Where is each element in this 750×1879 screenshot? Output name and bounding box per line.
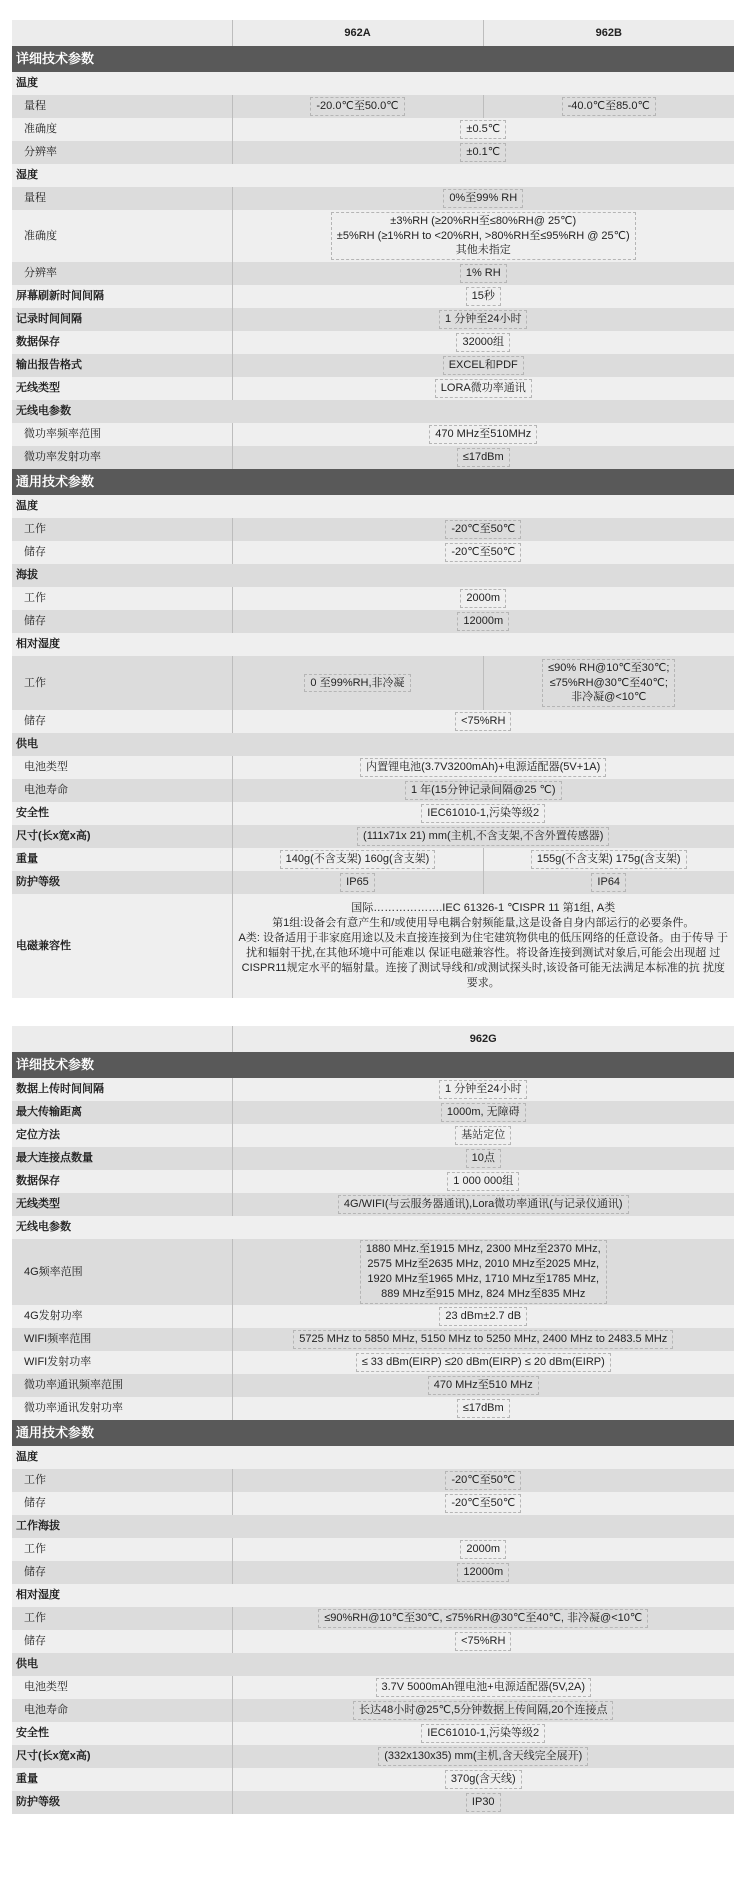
row-value [232, 1469, 734, 1492]
table-row [12, 423, 734, 446]
table-row [12, 1630, 734, 1653]
value-text: 12000m [457, 612, 509, 631]
row-label: 准确度 [12, 118, 232, 141]
table-row [12, 848, 734, 871]
value-text: 15秒 [466, 287, 501, 306]
row-label: 储存 [12, 1561, 232, 1584]
value-962a [232, 656, 483, 710]
row-label: 储存 [12, 710, 232, 733]
row-label: WIFI频率范围 [12, 1328, 232, 1351]
group-header-row [12, 164, 734, 187]
value-962b [483, 95, 734, 118]
table-row [12, 1768, 734, 1791]
row-value [232, 1607, 734, 1630]
value-text: 0%至99% RH [443, 189, 523, 208]
value-text: -20.0℃至50.0℃ [310, 97, 404, 116]
value-962a [232, 95, 483, 118]
row-value [232, 1101, 734, 1124]
value-962b [483, 848, 734, 871]
value-962b [483, 871, 734, 894]
group-header-row [12, 564, 734, 587]
row-label: 屏幕刷新时间间隔 [12, 285, 232, 308]
model-header-962b: 962B [483, 20, 734, 46]
table-row [12, 587, 734, 610]
section-header [12, 469, 734, 495]
row-value [232, 1193, 734, 1216]
row-label: 微功率频率范围 [12, 423, 232, 446]
table-header-row [12, 1026, 734, 1052]
value-text: 155g(不含支架) 175g(含支架) [531, 850, 687, 869]
table-row [12, 1745, 734, 1768]
value-text: <75%RH [455, 712, 511, 731]
value-text: IP30 [466, 1793, 501, 1812]
row-label: 数据上传时间间隔 [12, 1078, 232, 1101]
group-header-row [12, 1515, 734, 1538]
row-value [232, 1538, 734, 1561]
row-value [232, 210, 734, 262]
header-blank-cell [12, 20, 232, 46]
row-label: 工作 [12, 656, 232, 710]
spec-table-962a-962b [12, 20, 734, 998]
group-header-row [12, 1446, 734, 1469]
row-label: 安全性 [12, 1722, 232, 1745]
row-label: 重量 [12, 1768, 232, 1791]
table-row [12, 1101, 734, 1124]
table-row [12, 210, 734, 262]
table-row [12, 825, 734, 848]
value-text: -40.0℃至85.0℃ [562, 97, 656, 116]
row-value [232, 1676, 734, 1699]
row-value [232, 285, 734, 308]
row-label: 4G发射功率 [12, 1305, 232, 1328]
table-row [12, 710, 734, 733]
table-row [12, 1492, 734, 1515]
value-text: IEC61010-1,污染等级2 [421, 804, 545, 823]
row-label: 微功率发射功率 [12, 446, 232, 469]
table-row [12, 1193, 734, 1216]
row-value [232, 446, 734, 469]
table-row [12, 141, 734, 164]
group-header-row [12, 1653, 734, 1676]
table-row [12, 610, 734, 633]
group-label: 相对湿度 [12, 1584, 734, 1607]
row-value [232, 1124, 734, 1147]
row-label: 定位方法 [12, 1124, 232, 1147]
row-value [232, 331, 734, 354]
row-label: 微功率通讯发射功率 [12, 1397, 232, 1420]
value-text: 2000m [460, 589, 506, 608]
row-value [232, 1791, 734, 1814]
row-value [232, 1078, 734, 1101]
table-row [12, 285, 734, 308]
table-row [12, 1170, 734, 1193]
row-value [232, 802, 734, 825]
value-962b [483, 656, 734, 710]
row-label: 电池类型 [12, 1676, 232, 1699]
value-text: 32000组 [456, 333, 510, 352]
row-value [232, 1699, 734, 1722]
table-header-row [12, 20, 734, 46]
value-text: -20℃至50℃ [445, 520, 521, 539]
value-text: 内置锂电池(3.7V3200mAh)+电源适配器(5V+1A) [360, 758, 606, 777]
value-text: 470 MHz至510 MHz [428, 1376, 539, 1395]
row-label: WIFI发射功率 [12, 1351, 232, 1374]
value-text: 5725 MHz to 5850 MHz, 5150 MHz to 5250 MHz, 2400 MHz to 2483.5 MHz [293, 1330, 673, 1349]
value-text: 3.7V 5000mAh锂电池+电源适配器(5V,2A) [376, 1678, 591, 1697]
value-text: ≤17dBm [457, 1399, 510, 1418]
value-962a [232, 848, 483, 871]
value-text: 1 分钟至24小时 [439, 310, 527, 329]
value-text: IP64 [591, 873, 626, 892]
row-value [232, 141, 734, 164]
group-label: 温度 [12, 1446, 734, 1469]
row-label: 防护等级 [12, 1791, 232, 1814]
row-label: 数据保存 [12, 1170, 232, 1193]
table-row [12, 871, 734, 894]
row-value [232, 1374, 734, 1397]
row-label: 安全性 [12, 802, 232, 825]
value-text: <75%RH [455, 1632, 511, 1651]
row-value [232, 187, 734, 210]
row-label: 工作 [12, 587, 232, 610]
table-row [12, 331, 734, 354]
value-text: EXCEL和PDF [443, 356, 524, 375]
value-text: ±0.5℃ [460, 120, 506, 139]
section-header [12, 1052, 734, 1078]
value-text: 370g(含天线) [445, 1770, 522, 1789]
value-text: ≤90% RH@10℃至30℃; ≤75%RH@30℃至40℃; 非冷凝@<10℃ [542, 659, 675, 708]
value-text: 1000m, 无障碍 [441, 1103, 526, 1122]
group-header-row [12, 1584, 734, 1607]
row-value [232, 1397, 734, 1420]
table-row [12, 1124, 734, 1147]
value-text: 12000m [457, 1563, 509, 1582]
row-label: 4G频率范围 [12, 1239, 232, 1305]
row-value [232, 1239, 734, 1305]
row-label: 尺寸(长x宽x高) [12, 1745, 232, 1768]
row-label: 最大连接点数量 [12, 1147, 232, 1170]
group-header-row [12, 495, 734, 518]
value-text: ±0.1℃ [460, 143, 506, 162]
value-text: 1 年(15分钟记录间隔@25 ℃) [405, 781, 562, 800]
row-value [232, 779, 734, 802]
row-label: 最大传输距离 [12, 1101, 232, 1124]
row-value [232, 610, 734, 633]
table-row [12, 187, 734, 210]
table-row [12, 1078, 734, 1101]
value-text: IP65 [340, 873, 375, 892]
row-value [232, 1722, 734, 1745]
table-row [12, 95, 734, 118]
table-row [12, 656, 734, 710]
table-row [12, 1397, 734, 1420]
row-label: 分辨率 [12, 141, 232, 164]
table-row [12, 1607, 734, 1630]
row-value: 国际……………….IEC 61326-1 ℃ISPR 11 第1组, A类 第1组:设备会有意产生和/或使用导电耦合射频能量,这是设备自身内部运行的必要条件。 A类: 设备适用于非家庭用途以及未直接连接到为住宅建筑物供电的低压网络的任意设备。由于传导 于扰和辐射干扰,在其他环境中可能难以 保证电磁兼容性。将设备连接到测试对象后,可能会出现超 过CISPR11规定水平的辐射量。连接了测试导线和/或测试探头时,该设备可能无法满足本标准的抗 扰度要求。 [232, 894, 734, 998]
row-label: 电池寿命 [12, 1699, 232, 1722]
value-text: 23 dBm±2.7 dB [439, 1307, 527, 1326]
row-label: 储存 [12, 1630, 232, 1653]
row-value [232, 1170, 734, 1193]
row-label: 准确度 [12, 210, 232, 262]
value-text: ±3%RH (≥20%RH至≤80%RH@ 25℃) ±5%RH (≥1%RH to <20%RH, >80%RH至≤95%RH @ 25℃) 其他未指定 [331, 212, 636, 261]
row-value [232, 354, 734, 377]
table-row [12, 1538, 734, 1561]
model-header-962a: 962A [232, 20, 483, 46]
table-row [12, 1469, 734, 1492]
group-header-row [12, 733, 734, 756]
value-text: 长达48小时@25℃,5分钟数据上传间隔,20个连接点 [353, 1701, 613, 1720]
table-row [12, 262, 734, 285]
row-label: 无线类型 [12, 1193, 232, 1216]
value-text: 1 000 000组 [447, 1172, 519, 1191]
group-label: 湿度 [12, 164, 734, 187]
row-value [232, 587, 734, 610]
value-text: ≤17dBm [457, 448, 510, 467]
value-text: ≤90%RH@10℃至30℃, ≤75%RH@30℃至40℃, 非冷凝@<10℃ [318, 1609, 648, 1628]
value-text: 1 分钟至24小时 [439, 1080, 527, 1099]
table-row [12, 802, 734, 825]
group-label: 海拔 [12, 564, 734, 587]
row-label: 工作 [12, 1469, 232, 1492]
group-label: 无线电参数 [12, 400, 734, 423]
group-label: 温度 [12, 72, 734, 95]
header-blank-cell [12, 1026, 232, 1052]
table-row [12, 1239, 734, 1305]
row-label: 电磁兼容性 [12, 894, 232, 998]
row-label: 工作 [12, 518, 232, 541]
row-label: 电池寿命 [12, 779, 232, 802]
group-label: 无线电参数 [12, 1216, 734, 1239]
row-label: 防护等级 [12, 871, 232, 894]
row-value [232, 377, 734, 400]
row-label: 微功率通讯频率范围 [12, 1374, 232, 1397]
row-label: 量程 [12, 187, 232, 210]
group-label: 相对湿度 [12, 633, 734, 656]
table-row [12, 779, 734, 802]
row-label: 无线类型 [12, 377, 232, 400]
value-text: -20℃至50℃ [445, 1494, 521, 1513]
row-label: 重量 [12, 848, 232, 871]
table-row [12, 118, 734, 141]
spec-table-962g [12, 1026, 734, 1814]
table-row [12, 894, 734, 998]
table-row [12, 541, 734, 564]
section-title: 详细技术参数 [12, 46, 734, 72]
table-row [12, 1374, 734, 1397]
table-row [12, 1147, 734, 1170]
group-label: 温度 [12, 495, 734, 518]
row-value [232, 710, 734, 733]
model-header-962g: 962G [232, 1026, 734, 1052]
value-text: 140g(不含支架) 160g(含支架) [280, 850, 436, 869]
row-label: 储存 [12, 1492, 232, 1515]
table-row [12, 446, 734, 469]
row-value [232, 423, 734, 446]
row-value [232, 308, 734, 331]
group-header-row [12, 72, 734, 95]
table-row [12, 1328, 734, 1351]
row-label: 储存 [12, 610, 232, 633]
value-text: 10点 [466, 1149, 501, 1168]
table-row [12, 1722, 734, 1745]
row-value [232, 1745, 734, 1768]
value-text: -20℃至50℃ [445, 1471, 521, 1490]
table-row [12, 1561, 734, 1584]
value-text: 470 MHz至510MHz [429, 425, 537, 444]
table-row [12, 1676, 734, 1699]
row-value [232, 1561, 734, 1584]
row-value [232, 1328, 734, 1351]
row-value [232, 262, 734, 285]
section-title: 通用技术参数 [12, 469, 734, 495]
value-text: -20℃至50℃ [445, 543, 521, 562]
group-label: 供电 [12, 733, 734, 756]
section-title: 通用技术参数 [12, 1420, 734, 1446]
row-label: 储存 [12, 541, 232, 564]
row-value [232, 518, 734, 541]
value-text: 基站定位 [455, 1126, 511, 1145]
row-label: 记录时间间隔 [12, 308, 232, 331]
value-text: 0 至99%RH,非冷凝 [304, 674, 410, 693]
row-value [232, 1768, 734, 1791]
table-row [12, 377, 734, 400]
table-row [12, 1791, 734, 1814]
group-label: 供电 [12, 1653, 734, 1676]
value-text: LORA微功率通讯 [435, 379, 532, 398]
value-text: 4G/WIFI(与云服务器通讯),Lora微功率通讯(与记录仪通讯) [338, 1195, 629, 1214]
table-row [12, 1305, 734, 1328]
row-value [232, 1351, 734, 1374]
row-label: 分辨率 [12, 262, 232, 285]
value-text: 2000m [460, 1540, 506, 1559]
row-value [232, 541, 734, 564]
table-row [12, 756, 734, 779]
row-value [232, 825, 734, 848]
value-text: (111x71x 21) mm(主机,不含支架,不含外置传感器) [357, 827, 609, 846]
table-row [12, 308, 734, 331]
row-value [232, 1630, 734, 1653]
section-title: 详细技术参数 [12, 1052, 734, 1078]
section-header [12, 46, 734, 72]
row-label: 工作 [12, 1607, 232, 1630]
value-text: IEC61010-1,污染等级2 [421, 1724, 545, 1743]
row-label: 尺寸(长x宽x高) [12, 825, 232, 848]
group-header-row [12, 633, 734, 656]
section-header [12, 1420, 734, 1446]
row-label: 量程 [12, 95, 232, 118]
value-text: ≤ 33 dBm(EIRP) ≤20 dBm(EIRP) ≤ 20 dBm(EIRP) [356, 1353, 611, 1372]
row-label: 电池类型 [12, 756, 232, 779]
row-value [232, 1492, 734, 1515]
table-row [12, 518, 734, 541]
row-value [232, 1147, 734, 1170]
table-row [12, 1351, 734, 1374]
row-value [232, 1305, 734, 1328]
value-962a [232, 871, 483, 894]
value-text: 1% RH [460, 264, 507, 283]
row-value [232, 118, 734, 141]
row-value [232, 756, 734, 779]
table-row [12, 354, 734, 377]
value-text: (332x130x35) mm(主机,含天线完全展开) [378, 1747, 588, 1766]
table-row [12, 1699, 734, 1722]
group-header-row [12, 400, 734, 423]
value-text: 1880 MHz.至1915 MHz, 2300 MHz至2370 MHz, 2575 MHz至2635 MHz, 2010 MHz至2025 MHz, 1920 MHz至1965 MHz, 1710 MHz至1785 MHz, 889 MHz至915 MHz, 824 MHz至835 MHz [360, 1240, 607, 1303]
row-label: 工作 [12, 1538, 232, 1561]
group-label: 工作海拔 [12, 1515, 734, 1538]
group-header-row [12, 1216, 734, 1239]
row-label: 数据保存 [12, 331, 232, 354]
row-label: 输出报告格式 [12, 354, 232, 377]
